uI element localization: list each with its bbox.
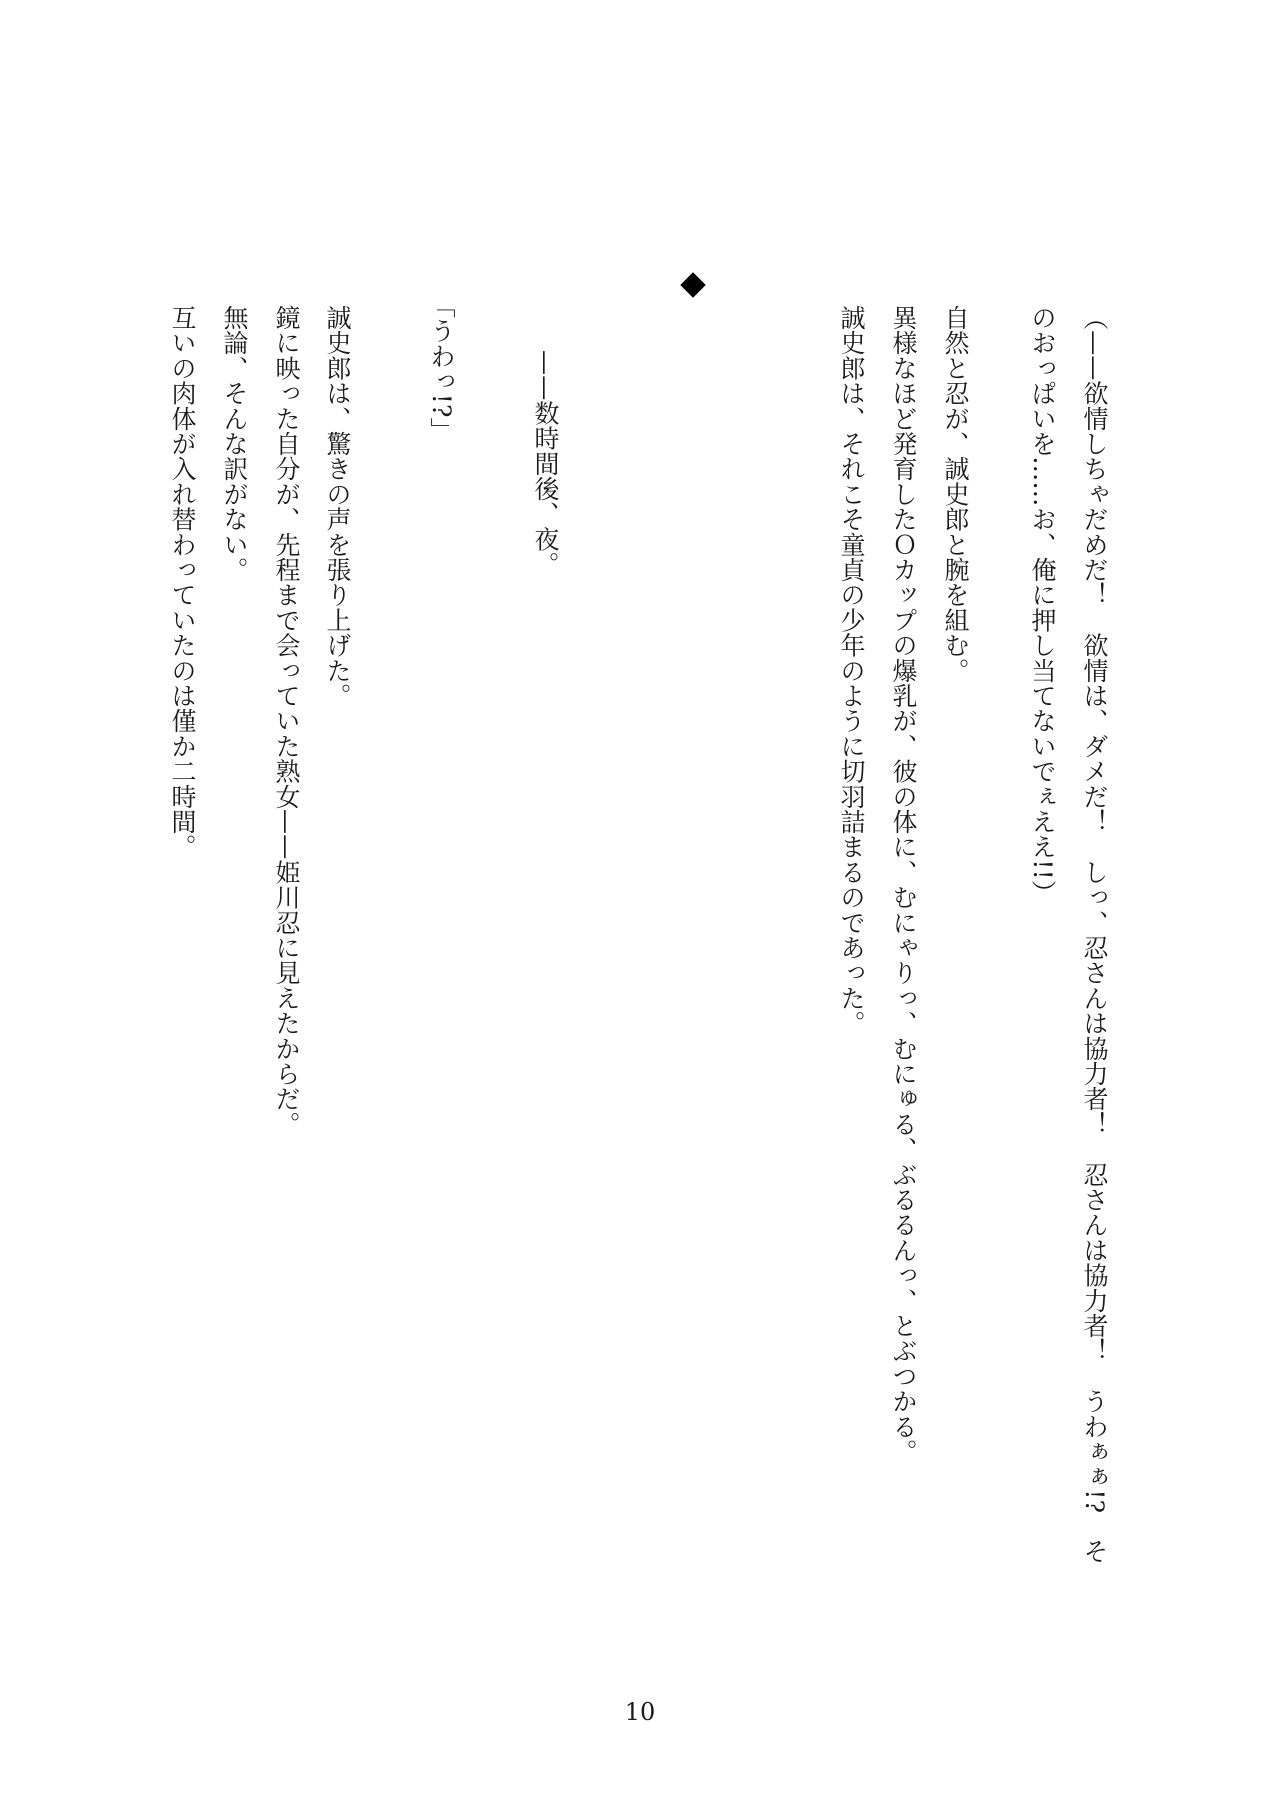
text-line: 鏡に映った自分が、先程まで会っていた熟女——姫川忍に見えたからだ。 <box>272 305 301 1137</box>
page-number: 10 <box>624 1698 656 1726</box>
text-line: 誠史郎は、それこそ童貞の少年のように切羽詰まるのであった。 <box>837 305 866 1036</box>
text-line: のおっぱいを……お、俺に押し当てないでぇええ!!） <box>1028 305 1057 906</box>
text-line: 無論、そんな訳がない。 <box>220 305 249 583</box>
text-line: 「うわっ!?」 <box>427 293 456 443</box>
section-break-diamond-icon <box>680 272 705 297</box>
text-line: （——欲情しちゃだめだ！ 欲情は、ダメだ！ しっ、忍さんは協力者！ 忍さんは協力者！ うわぁぁ!? そ <box>1080 305 1109 1564</box>
text-line: 誠史郎は、驚きの声を張り上げた。 <box>323 305 352 709</box>
text-line: 自然と忍が、誠史郎と腕を組む。 <box>941 305 970 683</box>
text-line: 互いの肉体が入れ替わっていたのは僅か二時間。 <box>168 305 197 860</box>
text-line: 異様なほど発育したＯカップの爆乳が、彼の体に、むにゃりっ、むにゅる、ぶるるんっ、とぶつかる。 <box>889 305 918 1465</box>
text-line: ——数時間後、夜。 <box>531 350 560 577</box>
